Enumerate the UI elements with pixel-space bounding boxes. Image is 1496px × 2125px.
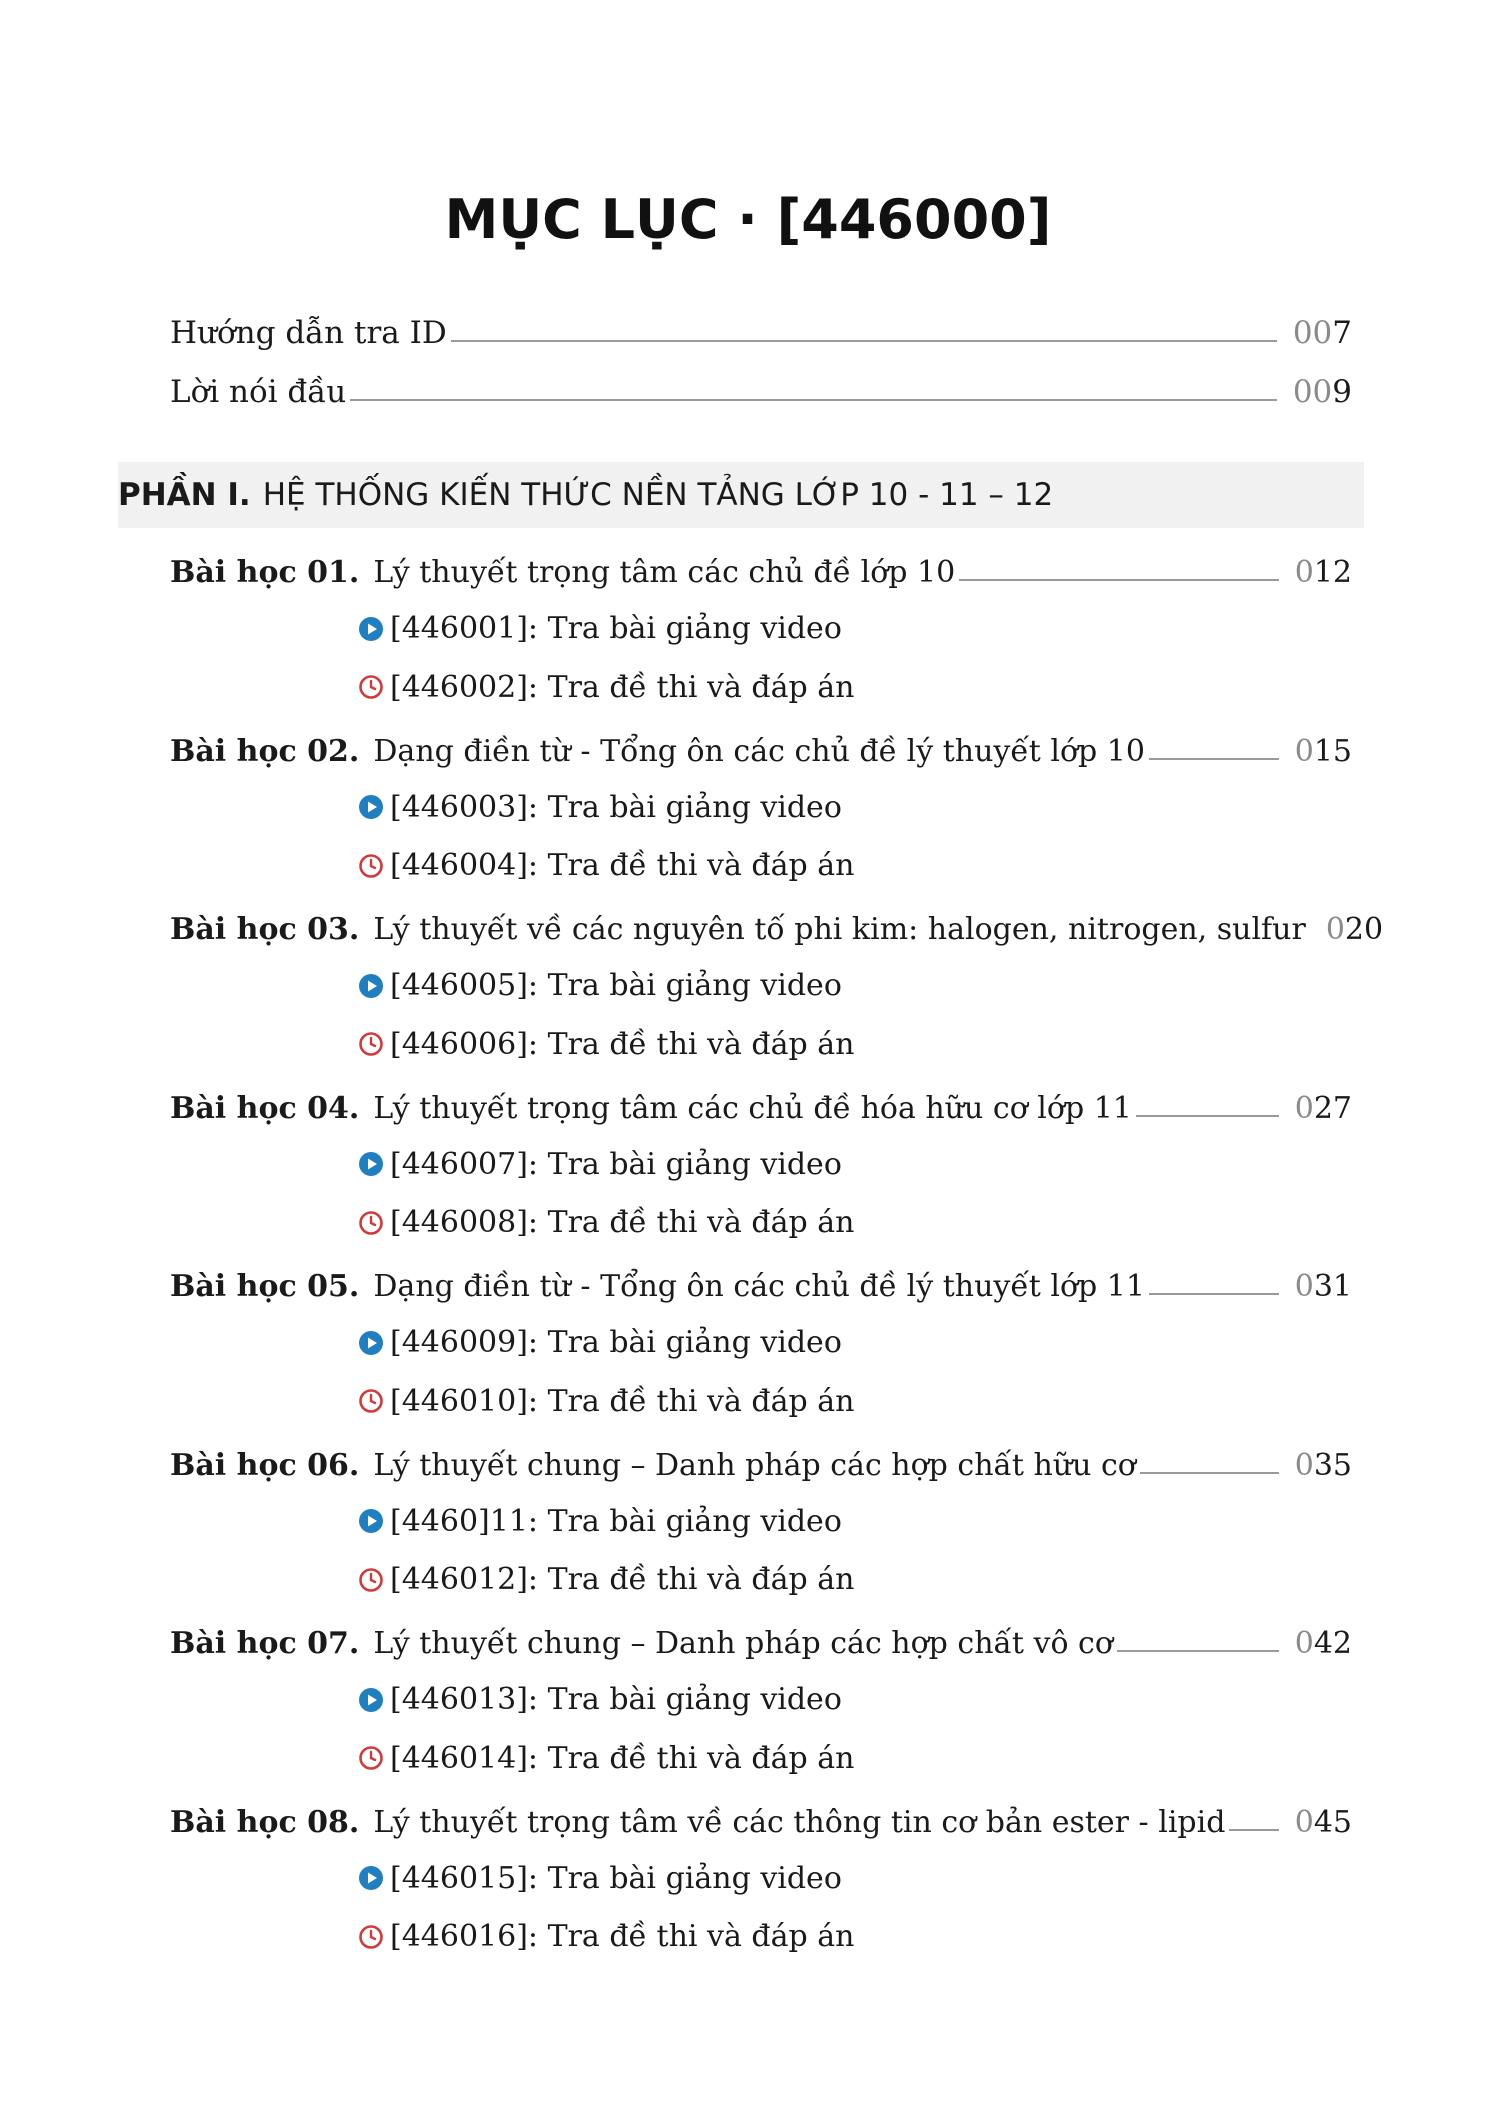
toc-page-number: 012 [1294,555,1352,590]
toc-front-matter-row[interactable] [170,366,1352,410]
clock-icon [358,1567,390,1593]
toc-lesson-row[interactable] [170,1617,1352,1661]
lesson-title: Dạng điền từ - Tổng ôn các chủ đề lý thuyết lớp 11 [373,1269,1145,1304]
dotted-leader [1136,1115,1279,1117]
play-circle-icon [358,1865,390,1891]
lesson-number: Bài học 03. [170,912,360,947]
clock-icon [358,674,390,700]
toc-page-number: 027 [1294,1090,1352,1126]
toc-lesson-row[interactable] [170,1796,1352,1840]
lesson-title: Lý thuyết trọng tâm các chủ đề hóa hữu cơ lớp 11 [373,1090,1132,1126]
video-lookup-text: [446007]: Tra bài giảng video [390,1146,842,1182]
clock-icon [358,1031,390,1057]
toc-lesson-row[interactable] [170,546,1352,590]
clock-icon [358,1210,390,1236]
play-circle-icon [358,973,390,999]
play-circle-icon [358,616,390,642]
video-lookup-text: [446001]: Tra bài giảng video [390,611,842,646]
video-lookup-text: [446009]: Tra bài giảng video [390,1325,842,1360]
video-lookup-link[interactable] [358,785,842,829]
exam-lookup-text: [446010]: Tra đề thi và đáp án [390,1383,855,1419]
lesson-title: Lý thuyết chung – Danh pháp các hợp chất hữu cơ [373,1447,1136,1483]
lesson-number: Bài học 07. [170,1626,360,1661]
toc-entry-title: Lời nói đầu [170,374,347,410]
exam-lookup-text: [446004]: Tra đề thi và đáp án [390,848,855,883]
video-lookup-link[interactable] [358,1142,842,1186]
exam-lookup-link[interactable] [358,1736,854,1780]
video-lookup-link[interactable] [358,607,842,651]
toc-front-matter-row[interactable] [170,307,1352,351]
clock-icon [358,1745,390,1771]
toc-page-number: 045 [1294,1804,1352,1840]
video-lookup-link[interactable] [358,1856,842,1900]
toc-page-number: 035 [1294,1447,1352,1483]
exam-lookup-text: [446012]: Tra đề thi và đáp án [390,1562,855,1597]
toc-lesson-row[interactable] [170,1260,1352,1304]
exam-lookup-text: [446006]: Tra đề thi và đáp án [390,1026,855,1062]
dotted-leader [1149,1293,1279,1295]
lesson-title: Lý thuyết trọng tâm về các thông tin cơ bản ester - lipid [373,1804,1226,1840]
lesson-title: Lý thuyết về các nguyên tố phi kim: halogen, nitrogen, sulfur [373,912,1306,947]
toc-page-number: 031 [1294,1269,1352,1304]
toc-page-number: 020 [1325,912,1384,947]
lesson-number: Bài học 01. [170,555,360,590]
exam-lookup-text: [446016]: Tra đề thi và đáp án [390,1919,855,1954]
play-circle-icon [358,1330,390,1356]
toc-page-number: 015 [1294,733,1352,769]
exam-lookup-link[interactable] [358,665,854,709]
exam-lookup-text: [446014]: Tra đề thi và đáp án [390,1740,855,1776]
lesson-title: Lý thuyết chung – Danh pháp các hợp chất vô cơ [373,1626,1113,1661]
exam-lookup-link[interactable] [358,1022,854,1066]
play-circle-icon [358,1508,390,1534]
exam-lookup-link[interactable] [358,1201,854,1245]
dotted-leader [1149,758,1279,760]
lesson-number: Bài học 02. [170,733,360,769]
page-title: MỤC LỤC · [446000] [444,188,1052,251]
dotted-leader [1140,1472,1279,1474]
video-lookup-text: [446015]: Tra bài giảng video [390,1860,842,1896]
toc-lesson-row[interactable] [170,903,1384,947]
dotted-leader [350,399,1277,401]
toc-lesson-row[interactable] [170,725,1352,769]
toc-page-number: 009 [1292,374,1352,410]
dotted-leader [1229,1829,1278,1831]
exam-lookup-link[interactable] [358,1915,854,1959]
lesson-number: Bài học 06. [170,1447,360,1483]
play-circle-icon [358,1151,390,1177]
exam-lookup-text: [446008]: Tra đề thi và đáp án [390,1205,855,1240]
dotted-leader [1117,1650,1279,1652]
video-lookup-text: [4460]11: Tra bài giảng video [390,1503,842,1539]
clock-icon [358,1388,390,1414]
clock-icon [358,1924,390,1950]
dotted-leader [959,579,1279,581]
lesson-number: Bài học 04. [170,1090,360,1126]
part-label: PHẦN I. [118,477,251,513]
video-lookup-text: [446003]: Tra bài giảng video [390,789,842,825]
lesson-number: Bài học 08. [170,1804,360,1840]
toc-entry-title: Hướng dẫn tra ID [170,315,447,351]
exam-lookup-link[interactable] [358,844,854,888]
clock-icon [358,853,390,879]
toc-page-number: 007 [1292,315,1352,351]
lesson-title: Lý thuyết trọng tâm các chủ đề lớp 10 [373,555,956,590]
video-lookup-link[interactable] [358,964,842,1008]
toc-lesson-row[interactable] [170,1439,1352,1483]
exam-lookup-text: [446002]: Tra đề thi và đáp án [390,669,855,705]
part-title: HỆ THỐNG KIẾN THỨC NỀN TẢNG LỚP 10 - 11 – 12 [262,477,1054,513]
toc-page-number: 042 [1294,1626,1352,1661]
video-lookup-link[interactable] [358,1499,842,1543]
video-lookup-text: [446005]: Tra bài giảng video [390,968,842,1003]
video-lookup-text: [446013]: Tra bài giảng video [390,1682,842,1717]
lesson-number: Bài học 05. [170,1269,360,1304]
exam-lookup-link[interactable] [358,1379,854,1423]
toc-lesson-row[interactable] [170,1082,1352,1126]
lesson-title: Dạng điền từ - Tổng ôn các chủ đề lý thuyết lớp 10 [373,733,1145,769]
video-lookup-link[interactable] [358,1321,842,1365]
exam-lookup-link[interactable] [358,1558,854,1602]
play-circle-icon [358,1687,390,1713]
dotted-leader [451,340,1277,342]
play-circle-icon [358,794,390,820]
video-lookup-link[interactable] [358,1678,842,1722]
part-banner [118,462,1364,528]
